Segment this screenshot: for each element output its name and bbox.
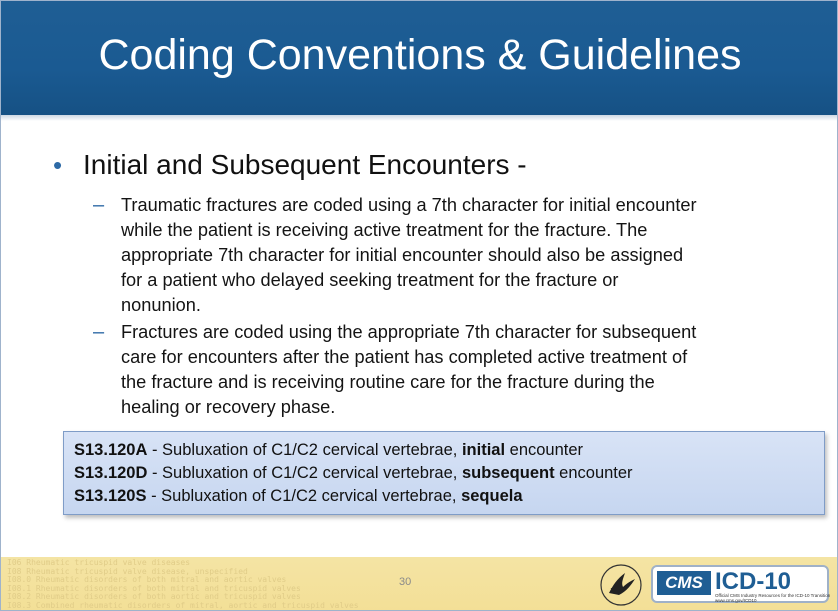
text-line: healing or recovery phase. xyxy=(121,397,336,417)
code-line-sequela xyxy=(74,485,523,507)
footer-background-text xyxy=(7,559,567,610)
code-value: S13.120D xyxy=(74,464,148,482)
cms-tagline xyxy=(715,593,831,603)
text-line: while the patient is receiving active treatment for the fracture. The xyxy=(121,220,648,240)
code-emphasis: initial xyxy=(461,441,506,459)
code-description: - Subluxation of C1/C2 cervical vertebrae, xyxy=(147,464,462,482)
text-line: Traumatic fractures are coded using a 7th character for initial encounter xyxy=(121,195,697,215)
code-example-box xyxy=(63,431,825,515)
code-emphasis: subsequent xyxy=(461,464,555,482)
sub-bullet-marker: – xyxy=(93,321,105,343)
title-divider xyxy=(1,115,838,121)
code-value: S13.120S xyxy=(74,487,147,505)
code-line-subsequent xyxy=(74,462,633,484)
code-tail: encounter xyxy=(505,441,584,459)
footer-text-line: I08.2 Rheumatic disorders of both aortic and tricuspid valves xyxy=(7,592,301,601)
page-number: 30 xyxy=(399,576,412,588)
text-line: nonunion. xyxy=(121,295,201,315)
title-bar xyxy=(1,1,838,115)
icd10-label: ICD-10 xyxy=(715,568,792,595)
code-description: - Subluxation of C1/C2 cervical vertebrae, xyxy=(147,441,462,459)
code-tail: encounter xyxy=(554,464,633,482)
cms-label: CMS xyxy=(657,571,711,595)
code-value: S13.120A xyxy=(74,441,148,459)
text-line: Fractures are coded using the appropriate 7th character for subsequent xyxy=(121,322,697,342)
main-bullet-text: Initial and Subsequent Encounters - xyxy=(83,149,527,180)
hhs-eagle-logo-icon xyxy=(599,563,643,607)
cms-tagline-1: Official CMS Industry Resources for the ICD-10 Transition xyxy=(715,593,831,598)
cms-tagline-2: www.cms.gov/ICD10 xyxy=(715,598,757,603)
footer-text-line: I08.0 Rheumatic disorders of both mitral and aortic valves xyxy=(7,575,287,584)
text-line: the fracture and is receiving routine care for the fracture during the xyxy=(121,372,655,392)
code-line-initial xyxy=(74,439,583,461)
code-description: - Subluxation of C1/C2 cervical vertebrae, xyxy=(146,487,462,505)
text-line: for a patient who delayed seeking treatment for the fracture or xyxy=(121,270,619,290)
code-emphasis: sequela xyxy=(461,487,523,505)
cms-icd10-logo xyxy=(651,565,829,603)
text-line: appropriate 7th character for initial encounter should also be assigned xyxy=(121,245,684,265)
footer-text-line: I08.3 Combined rheumatic disorders of mitral, aortic and tricuspid valves xyxy=(7,600,359,610)
footer-text-line: I06 Rheumatic tricuspid valve diseases xyxy=(7,558,191,567)
text-line: care for encounters after the patient has completed active treatment of xyxy=(121,347,688,367)
bullet-marker: • xyxy=(53,150,63,180)
sub-bullet-marker: – xyxy=(93,194,105,216)
footer-text-line: I08 Rheumatic tricuspid valve disease, unspecified xyxy=(7,566,248,576)
sub-bullet-text xyxy=(121,320,793,420)
slide-title: Coding Conventions & Guidelines xyxy=(98,31,742,79)
footer-text-line: I08.1 Rheumatic disorders of both mitral and tricuspid valves xyxy=(7,583,301,593)
sub-bullet-text xyxy=(121,193,793,318)
